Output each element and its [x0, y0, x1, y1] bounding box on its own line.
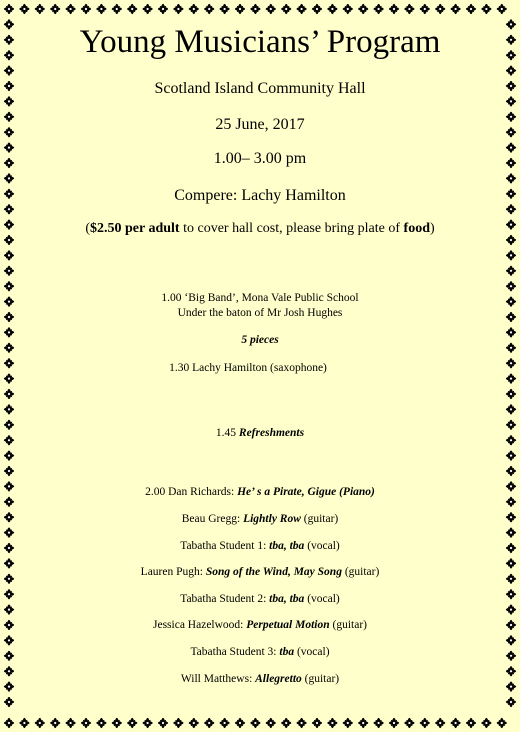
asterisk-star-icon — [112, 4, 122, 14]
asterisk-star-icon — [50, 718, 60, 728]
work-title: Perpetual Motion — [246, 619, 330, 631]
asterisk-star-icon — [389, 718, 399, 728]
instrument: (vocal) — [304, 593, 340, 605]
asterisk-star-icon — [189, 718, 199, 728]
performer: 2.00 Dan Richards: — [145, 486, 238, 498]
cost-open-paren: ( — [85, 221, 90, 236]
asterisk-star-icon — [4, 528, 14, 538]
cost-close-paren: ) — [429, 221, 435, 236]
cost-price: $2.50 per adult — [90, 221, 180, 236]
asterisk-star-icon — [374, 4, 384, 14]
instrument: (guitar) — [301, 673, 340, 685]
asterisk-star-icon — [358, 4, 368, 14]
asterisk-star-icon — [506, 266, 516, 276]
asterisk-star-icon — [235, 718, 245, 728]
asterisk-star-icon — [451, 4, 461, 14]
asterisk-star-icon — [266, 4, 276, 14]
refreshments-line — [0, 427, 520, 439]
asterisk-star-icon — [404, 4, 414, 14]
asterisk-star-icon — [506, 697, 516, 707]
asterisk-star-icon — [506, 497, 516, 507]
cost-food: food — [403, 221, 430, 236]
asterisk-star-icon — [506, 528, 516, 538]
asterisk-star-icon — [506, 281, 516, 291]
program-item — [0, 673, 520, 685]
refreshments-label: Refreshments — [238, 427, 305, 439]
asterisk-star-icon — [506, 66, 516, 76]
asterisk-star-icon — [4, 466, 14, 476]
work-title: tba — [279, 646, 295, 658]
asterisk-star-icon — [4, 66, 14, 76]
asterisk-star-icon — [4, 635, 14, 645]
instrument: (guitar) — [300, 513, 339, 525]
asterisk-star-icon — [220, 4, 230, 14]
performer: Tabatha Student 2: — [180, 593, 270, 605]
asterisk-star-icon — [158, 718, 168, 728]
asterisk-star-icon — [4, 497, 14, 507]
asterisk-star-icon — [19, 718, 29, 728]
asterisk-star-icon — [66, 4, 76, 14]
asterisk-star-icon — [4, 204, 14, 214]
compere-line: Compere: Lachy Hamilton — [174, 187, 346, 204]
asterisk-star-icon — [127, 718, 137, 728]
asterisk-star-icon — [96, 718, 106, 728]
asterisk-star-icon — [481, 718, 491, 728]
asterisk-star-icon — [4, 250, 14, 260]
performer: Tabatha Student 1: — [180, 540, 270, 552]
asterisk-star-icon — [506, 466, 516, 476]
asterisk-star-icon — [4, 374, 14, 384]
asterisk-star-icon — [506, 635, 516, 645]
performer: Tabatha Student 3: — [190, 646, 280, 658]
event-time: 1.00– 3.00 pm — [213, 150, 307, 167]
program-item — [0, 593, 520, 605]
asterisk-star-icon — [404, 718, 414, 728]
pieces-count: 5 pieces — [241, 334, 279, 346]
asterisk-star-icon — [343, 718, 353, 728]
asterisk-star-icon — [127, 4, 137, 14]
program-item — [0, 486, 520, 498]
asterisk-star-icon — [35, 718, 45, 728]
instrument: (guitar) — [329, 619, 367, 631]
asterisk-star-icon — [4, 281, 14, 291]
cost-note — [0, 221, 520, 237]
asterisk-star-icon — [420, 718, 430, 728]
asterisk-star-icon — [506, 451, 516, 461]
asterisk-star-icon — [506, 389, 516, 399]
asterisk-star-icon — [66, 718, 76, 728]
asterisk-star-icon — [204, 4, 214, 14]
work-title: tba, tba — [269, 540, 305, 552]
asterisk-star-icon — [173, 718, 183, 728]
work-title: tba, tba — [269, 593, 305, 605]
asterisk-star-icon — [420, 4, 430, 14]
asterisk-star-icon — [50, 4, 60, 14]
performer: Jessica Hazelwood: — [153, 619, 247, 631]
work-title: Song of the Wind, May Song — [205, 566, 342, 578]
asterisk-star-icon — [312, 718, 322, 728]
performer: Will Matthews: — [180, 673, 256, 685]
big-band-line: 1.00 ‘Big Band’, Mona Vale Public School — [161, 292, 359, 304]
performer: Lauren Pugh: — [140, 566, 206, 578]
program-item — [0, 646, 520, 658]
asterisk-star-icon — [143, 718, 153, 728]
asterisk-star-icon — [327, 718, 337, 728]
refreshments-time: 1.45 — [215, 427, 239, 439]
asterisk-star-icon — [481, 4, 491, 14]
asterisk-star-icon — [506, 605, 516, 615]
event-date: 25 June, 2017 — [215, 116, 305, 133]
asterisk-star-icon — [435, 4, 445, 14]
asterisk-star-icon — [96, 4, 106, 14]
asterisk-star-icon — [506, 173, 516, 183]
asterisk-star-icon — [506, 374, 516, 384]
asterisk-star-icon — [143, 4, 153, 14]
asterisk-star-icon — [4, 266, 14, 276]
venue-name: Scotland Island Community Hall — [154, 80, 366, 97]
asterisk-star-icon — [297, 718, 307, 728]
performer: Beau Gregg: — [181, 513, 244, 525]
work-title: He’ s a Pirate, Gigue (Piano) — [237, 486, 375, 498]
asterisk-star-icon — [158, 4, 168, 14]
cost-text: to cover hall cost, please bring plate of — [179, 221, 404, 236]
lachy-item: 1.30 Lachy Hamilton (saxophone) — [169, 362, 327, 374]
asterisk-star-icon — [466, 4, 476, 14]
border-top — [0, 0, 520, 18]
asterisk-star-icon — [389, 4, 399, 14]
asterisk-star-icon — [250, 4, 260, 14]
instrument: (vocal) — [304, 540, 340, 552]
asterisk-star-icon — [81, 718, 91, 728]
work-title: Allegretto — [255, 673, 302, 685]
asterisk-star-icon — [312, 4, 322, 14]
asterisk-star-icon — [4, 173, 14, 183]
asterisk-star-icon — [281, 718, 291, 728]
asterisk-star-icon — [4, 451, 14, 461]
asterisk-star-icon — [266, 718, 276, 728]
asterisk-star-icon — [506, 404, 516, 414]
instrument: (guitar) — [341, 566, 380, 578]
asterisk-star-icon — [4, 404, 14, 414]
asterisk-star-icon — [189, 4, 199, 14]
asterisk-star-icon — [466, 718, 476, 728]
program-item — [0, 540, 520, 552]
asterisk-star-icon — [435, 718, 445, 728]
asterisk-star-icon — [220, 718, 230, 728]
asterisk-star-icon — [4, 389, 14, 399]
asterisk-star-icon — [297, 4, 307, 14]
program-item — [0, 566, 520, 578]
asterisk-star-icon — [374, 718, 384, 728]
program-title: Young Musicians’ Program — [79, 24, 441, 60]
program-item — [0, 619, 520, 631]
work-title: Lightly Row — [243, 513, 301, 525]
asterisk-star-icon — [81, 4, 91, 14]
big-band-conductor: Under the baton of Mr Josh Hughes — [177, 307, 343, 319]
asterisk-star-icon — [281, 4, 291, 14]
asterisk-star-icon — [204, 718, 214, 728]
instrument: (vocal) — [294, 646, 330, 658]
program-item — [0, 513, 520, 525]
asterisk-star-icon — [19, 4, 29, 14]
asterisk-star-icon — [506, 204, 516, 214]
asterisk-star-icon — [4, 697, 14, 707]
asterisk-star-icon — [506, 250, 516, 260]
border-bottom — [0, 714, 520, 732]
asterisk-star-icon — [35, 4, 45, 14]
asterisk-star-icon — [358, 718, 368, 728]
asterisk-star-icon — [112, 718, 122, 728]
asterisk-star-icon — [250, 718, 260, 728]
asterisk-star-icon — [4, 605, 14, 615]
asterisk-star-icon — [173, 4, 183, 14]
asterisk-star-icon — [451, 718, 461, 728]
asterisk-star-icon — [327, 4, 337, 14]
asterisk-star-icon — [235, 4, 245, 14]
asterisk-star-icon — [343, 4, 353, 14]
